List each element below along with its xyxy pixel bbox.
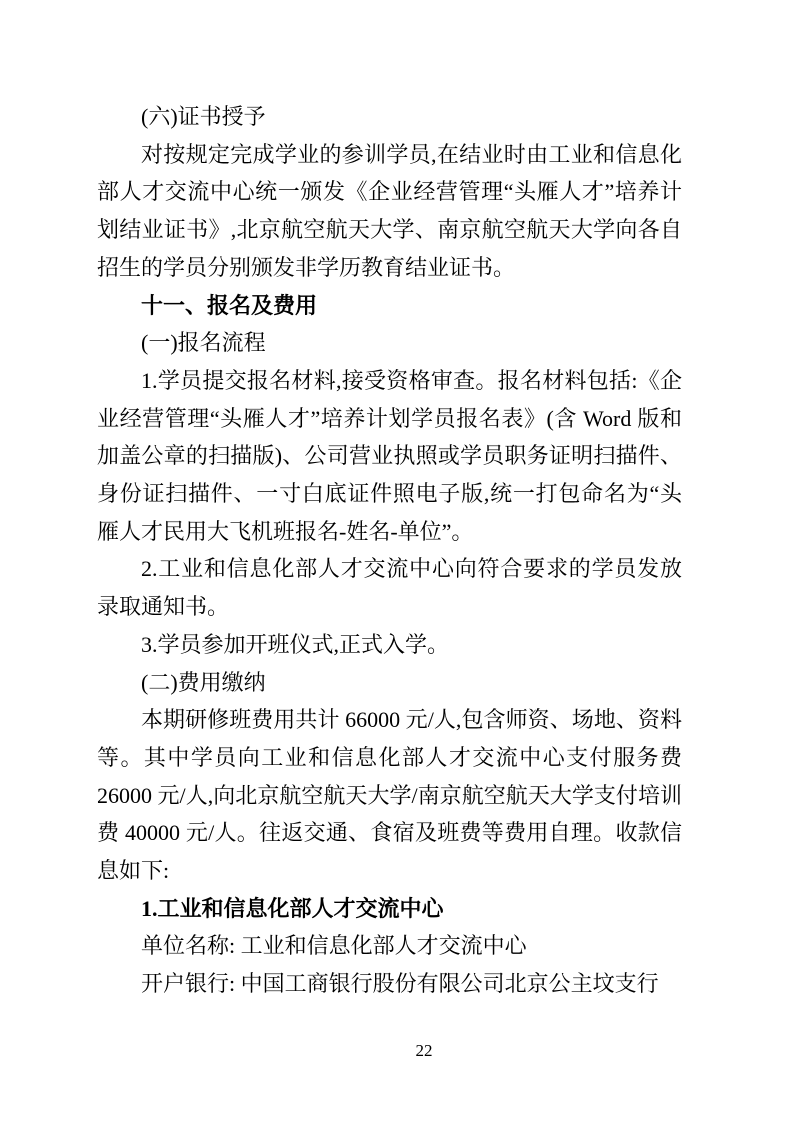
page-number: 22 — [415, 1041, 433, 1060]
paragraph-certificate-detail: 对按规定完成学业的参训学员,在结业时由工业和信息化部人才交流中心统一颁发《企业经营管理“头雁人才”培养计划结业证书》,北京航空航天大学、南京航空航天大学向各自招生的学员分别颁发非学历教育结业证书。 — [97, 141, 682, 280]
paragraph-bank-name: 开户银行: 中国工商银行股份有限公司北京公主坟支行 — [141, 971, 659, 997]
paragraph-step-3-enrollment: 3.学员参加开班仪式,正式入学。 — [141, 631, 450, 657]
subheading-fee-payment: (二)费用缴纳 — [141, 669, 266, 695]
subheading-certificate-award: (六)证书授予 — [141, 104, 266, 129]
item-heading-talent-exchange-center: 1.工业和信息化部人才交流中心 — [141, 895, 444, 921]
paragraph-account-name: 单位名称: 工业和信息化部人才交流中心 — [141, 933, 527, 959]
section-heading-registration-and-fees: 十一、报名及费用 — [141, 292, 318, 318]
paragraph-step-1-materials: 1.学员提交报名材料,接受资格审查。报名材料包括:《企业经营管理“头雁人才”培养计划学员报名表》(含 Word 版和加盖公章的扫描版)、公司营业执照或学员职务证明扫描件、身份证扫描件、一寸白底证件照电子版,统一打包命名为“头雁人才民用大飞机班报名-姓名-单位”。 — [97, 367, 682, 544]
paragraph-step-2-admission: 2.工业和信息化部人才交流中心向符合要求的学员发放录取通知书。 — [97, 556, 682, 620]
paragraph-fee-details: 本期研修班费用共计 66000 元/人,包含师资、场地、资料等。其中学员向工业和信息化部人才交流中心支付服务费 26000 元/人,向北京航空航天大学/南京航空航天大学支付培训费 40000 元/人。往返交通、食宿及班费等费用自理。收款信息如下: — [97, 707, 682, 884]
document-body — [97, 98, 682, 1003]
subheading-registration-process: (一)报名流程 — [141, 330, 266, 356]
